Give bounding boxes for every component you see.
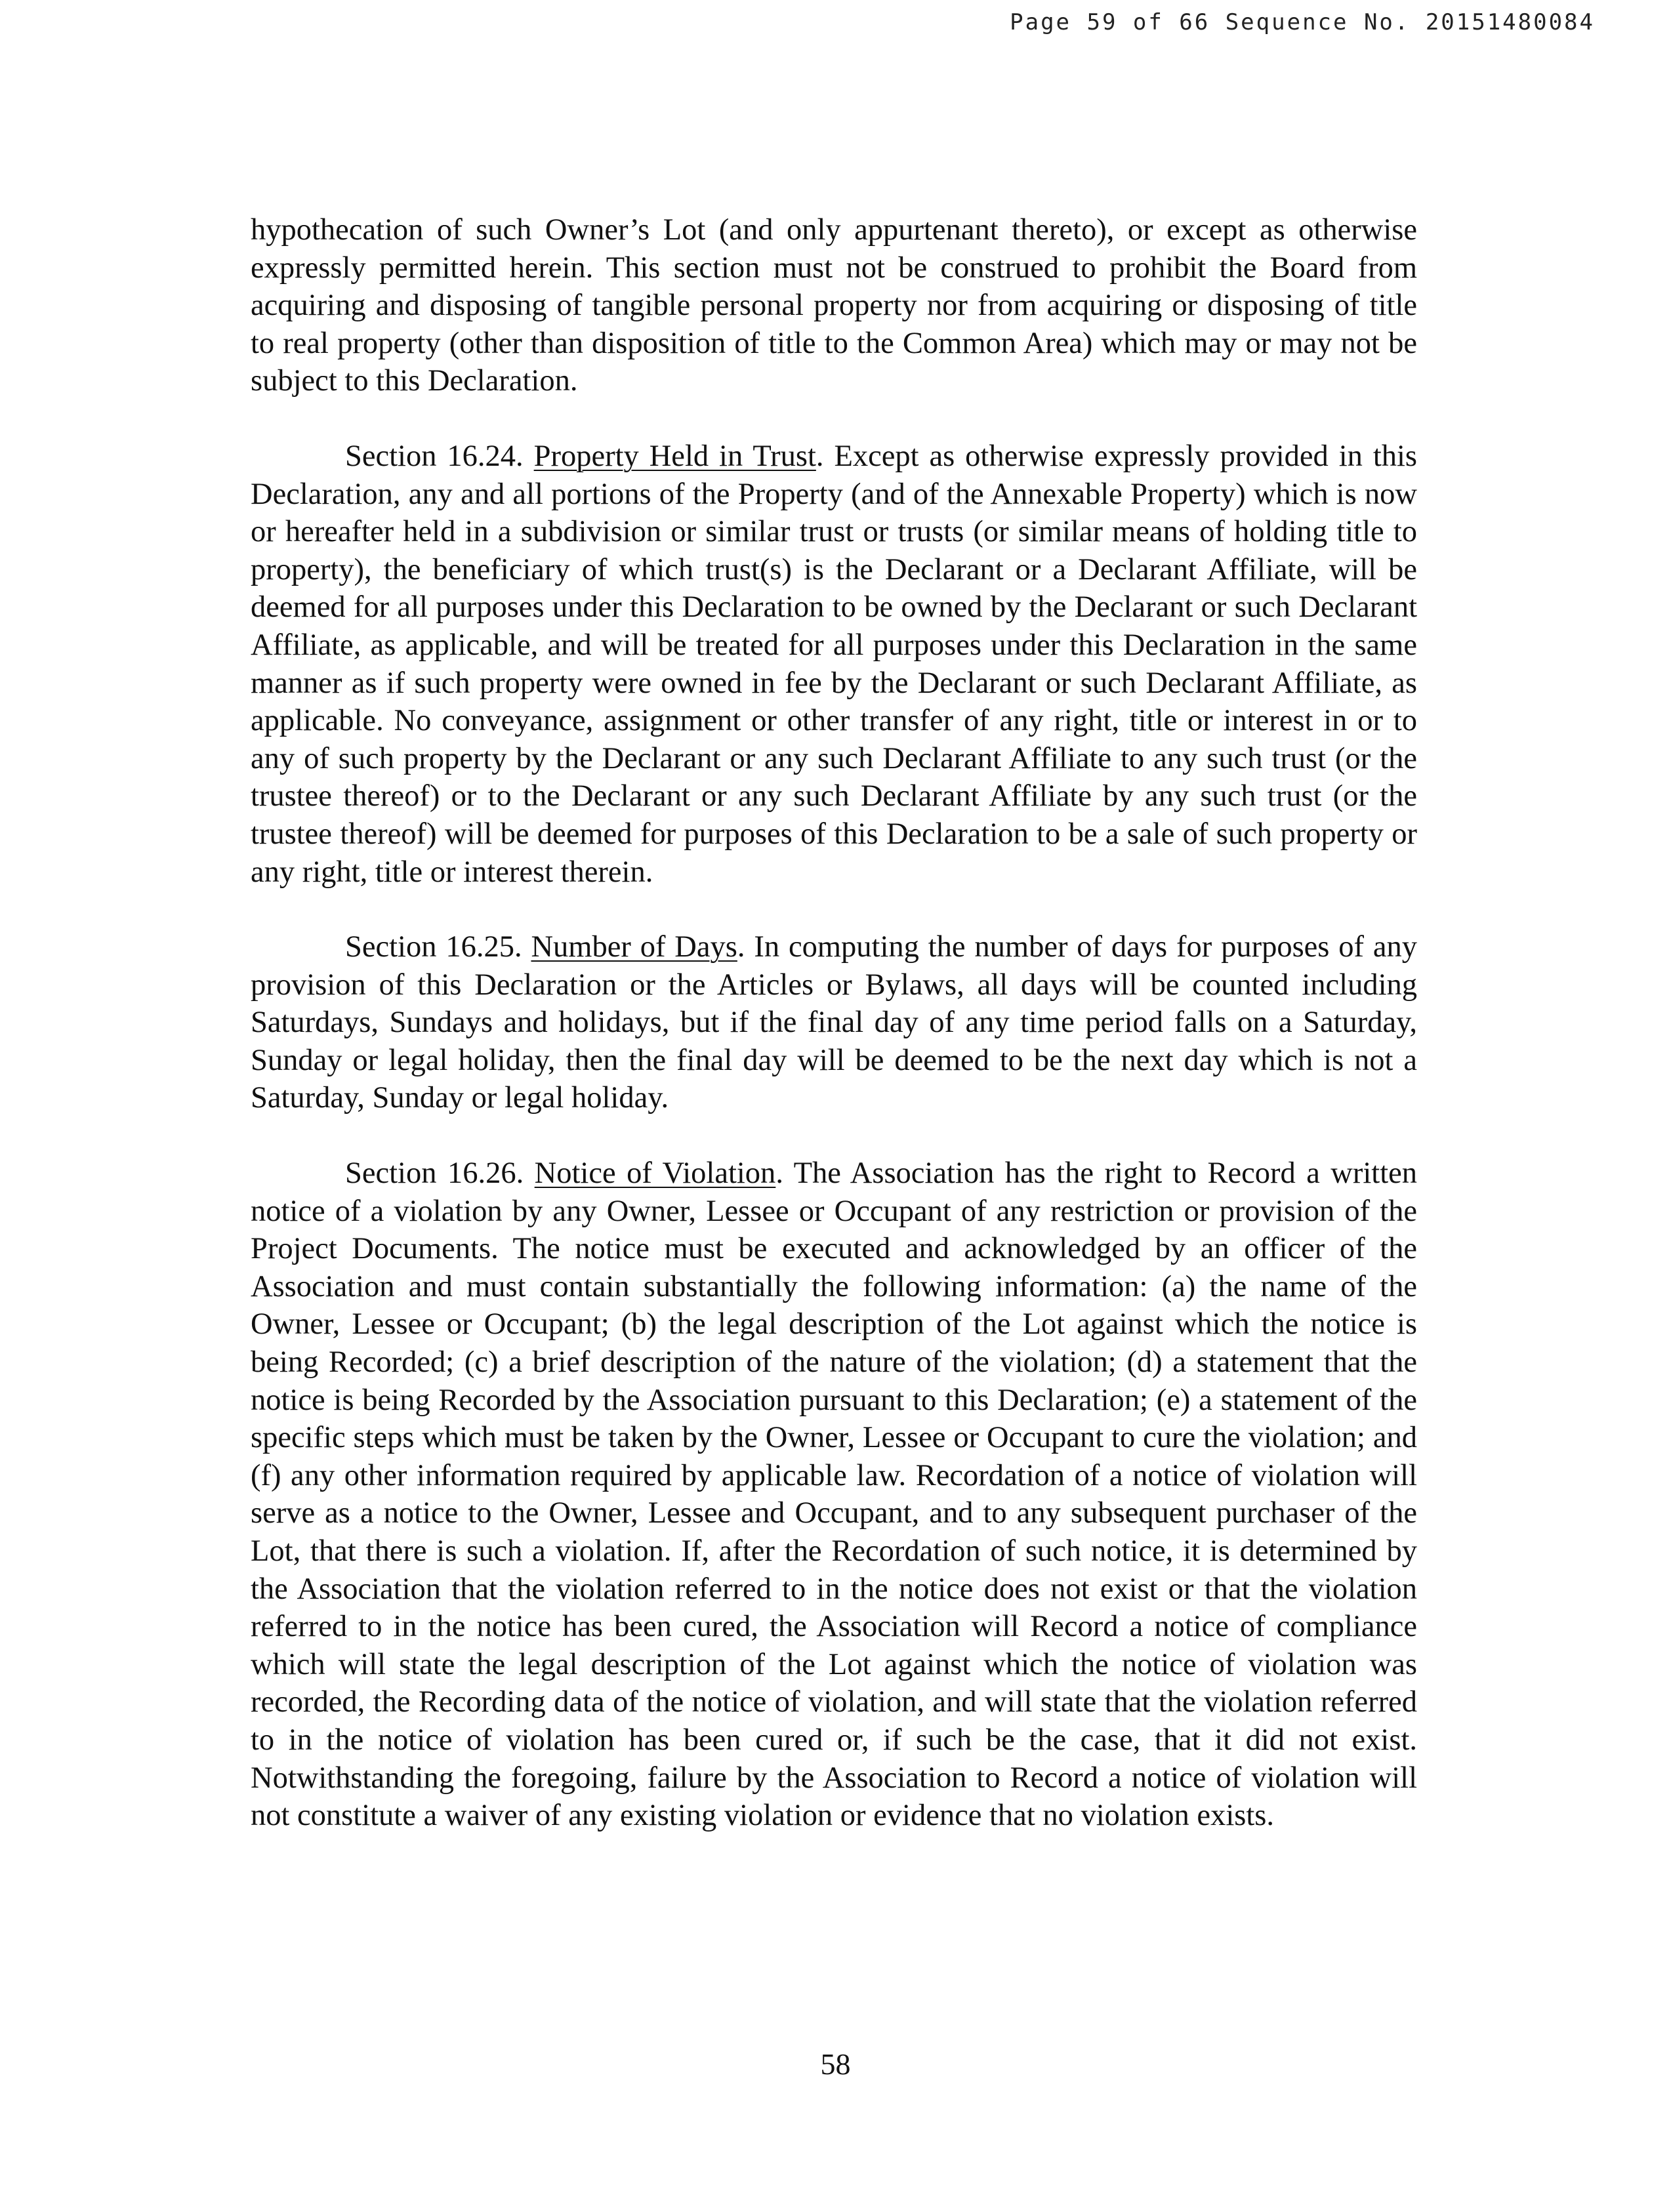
document-body xyxy=(251,211,1417,1872)
paragraph-text: In computing the number of days for purposes of any provision of this Declaration or the Articles or Bylaws, all days will be counted including Saturdays, Sundays and holidays, but if the final day of any time period falls on a Saturday, Sunday or legal holiday, then the final day will be deemed to be the next day which is not a Saturday, Sunday or legal holiday. xyxy=(251,930,1418,1115)
page-number: 58 xyxy=(820,2047,851,2081)
section-heading-tail: . xyxy=(775,1157,783,1191)
paragraph-text: hypothecation of such Owner’s Lot (and only appurtenant thereto), or except as otherwise expressly permitted herein. This section must not be construed to prohibit the Board from acquiring and disposing of tangible personal property nor from acquiring or disposing of title to real property (other than disposition of title to the Common Area) which may or may not be subject to this Declaration. xyxy=(251,213,1417,398)
section-number: Section 16.24. xyxy=(345,439,524,473)
paragraph-text: Except as otherwise expressly provided in this Declaration, any and all portions of the Property (and of the Annexable Property) which is now or hereafter held in a subdivision or similar trust or trusts (or similar means of holding title to property), the beneficiary of which trust(s) is the Declarant or a Declarant Affiliate, will be deemed for all purposes under this Declaration to be owned by the Declarant or such Declarant Affiliate, as applicable, and will be treated for all purposes under this Declaration in the same manner as if such property were owned in fee by the Declarant or such Declarant Affiliate, as applicable. No conveyance, assignment or other transfer of any right, title or interest in or to any of such property by the Declarant or any such Declarant Affiliate to any such trust (or the trustee thereof) or to the Declarant or any such Declarant Affiliate by any such trust (or the trustee thereof) will be deemed for purposes of this Declaration to be a sale of such property or any right, title or interest therein. xyxy=(251,439,1418,889)
section-heading-tail: . xyxy=(737,930,745,964)
section-16-26-paragraph xyxy=(251,1155,1417,1835)
section-number: Section 16.26. xyxy=(345,1157,524,1191)
section-heading: Number of Days xyxy=(531,930,737,964)
section-number: Section 16.25. xyxy=(345,930,522,964)
section-16-24-paragraph xyxy=(251,438,1417,891)
section-heading: Property Held in Trust xyxy=(533,439,816,473)
section-heading-tail: . xyxy=(815,439,824,473)
section-16-25-paragraph xyxy=(251,928,1417,1117)
paragraph-text: The Association has the right to Record a written notice of a violation by any Owner, Lessee or Occupant of any restriction or provision of the Project Documents. The notice must be executed and acknowledged by an officer of the Association and must contain substantially the following information: (a) the name of the Owner, Lessee or Occupant; (b) the legal description of the Lot against which the notice is being Recorded; (c) a brief description of the nature of the violation; (d) a statement that the notice is being Recorded by the Association pursuant to this Declaration; (e) a statement of the specific steps which must be taken by the Owner, Lessee or Occupant to cure the violation; and (f) any other information required by applicable law. Recordation of a notice of violation will serve as a notice to the Owner, Lessee and Occupant, and to any subsequent purchaser of the Lot, that there is such a violation. If, after the Recordation of such notice, it is determined by the Association that the violation referred to in the notice does not exist or that the violation referred to in the notice has been cured, the Association will Record a notice of compliance which will state the legal description of the Lot against which the notice of violation was recorded, the Recording data of the notice of violation, and will state that the violation referred to in the notice of violation has been cured or, if such be the case, that it did not exist. Notwithstanding the foregoing, failure by the Association to Record a notice of violation will not constitute a waiver of any existing violation or evidence that no violation exists. xyxy=(251,1157,1418,1833)
continuation-paragraph xyxy=(251,211,1417,400)
page-sequence-stamp: Page 59 of 66 Sequence No. 20151480084 xyxy=(1010,9,1595,35)
section-heading: Notice of Violation xyxy=(534,1157,776,1191)
